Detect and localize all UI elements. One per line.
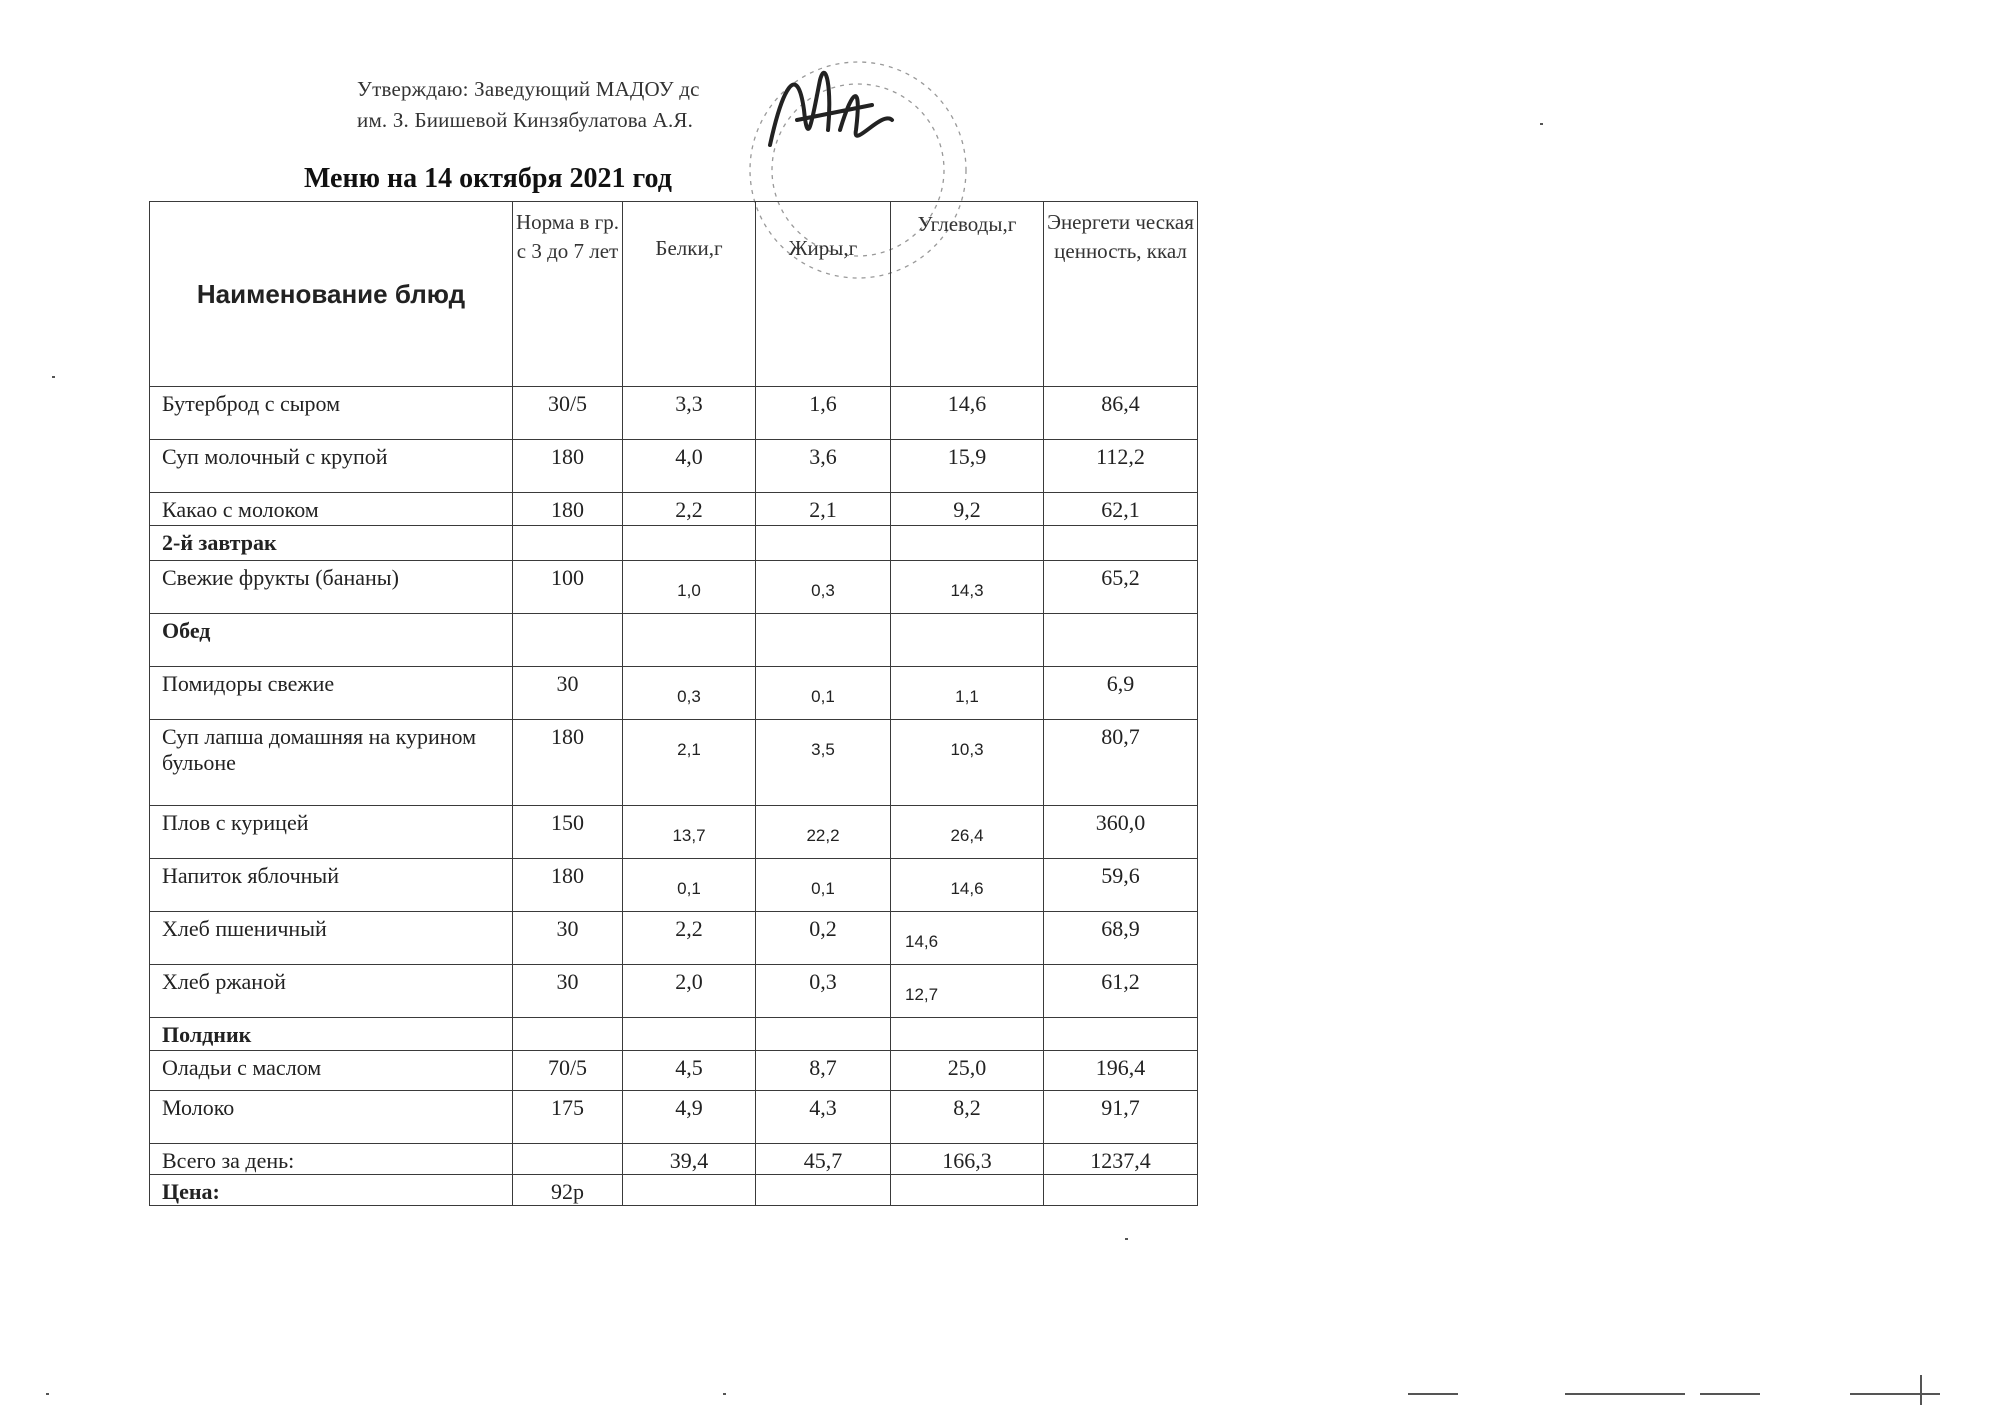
table-row bbox=[150, 965, 1198, 1018]
fat-cell: 8,7 bbox=[756, 1051, 891, 1091]
dish-name: Бутерброд с сыром bbox=[150, 387, 513, 440]
table-row bbox=[150, 1175, 1198, 1206]
fat-cell: 0,3 bbox=[756, 561, 891, 614]
norm-cell: 175 bbox=[513, 1091, 623, 1144]
empty-cell bbox=[756, 526, 891, 561]
norm-cell: 30 bbox=[513, 912, 623, 965]
energy-cell: 68,9 bbox=[1044, 912, 1198, 965]
protein-cell: 2,2 bbox=[623, 493, 756, 526]
section-row bbox=[150, 1018, 1198, 1051]
page-title: Меню на 14 октября 2021 год bbox=[304, 163, 672, 194]
carbs-cell: 26,4 bbox=[891, 806, 1044, 859]
norm-cell: 30 bbox=[513, 667, 623, 720]
norm-cell: 70/5 bbox=[513, 1051, 623, 1091]
energy-cell: 360,0 bbox=[1044, 806, 1198, 859]
dish-name: Свежие фрукты (бананы) bbox=[150, 561, 513, 614]
table-row bbox=[150, 387, 1198, 440]
fat-cell: 1,6 bbox=[756, 387, 891, 440]
energy-cell: 91,7 bbox=[1044, 1091, 1198, 1144]
energy-cell: 65,2 bbox=[1044, 561, 1198, 614]
protein-cell: 0,3 bbox=[623, 667, 756, 720]
empty-cell bbox=[513, 1018, 623, 1051]
dish-name: Молоко bbox=[150, 1091, 513, 1144]
carbs-cell: 14,3 bbox=[891, 561, 1044, 614]
protein-cell: 2,0 bbox=[623, 965, 756, 1018]
energy-cell: 196,4 bbox=[1044, 1051, 1198, 1091]
empty-cell bbox=[623, 614, 756, 667]
fat-cell: 45,7 bbox=[756, 1144, 891, 1175]
carbs-cell: 166,3 bbox=[891, 1144, 1044, 1175]
energy-cell bbox=[1044, 1175, 1198, 1206]
carbs-cell: 14,6 bbox=[891, 912, 1044, 965]
energy-cell: 112,2 bbox=[1044, 440, 1198, 493]
dish-name: Хлеб пшеничный bbox=[150, 912, 513, 965]
carbs-cell: 9,2 bbox=[891, 493, 1044, 526]
protein-cell: 0,1 bbox=[623, 859, 756, 912]
dish-name: Цена: bbox=[150, 1175, 513, 1206]
empty-cell bbox=[1044, 1018, 1198, 1051]
empty-cell bbox=[756, 1018, 891, 1051]
empty-cell bbox=[891, 614, 1044, 667]
approval-line-2: им. З. Биишевой Кинзябулатова А.Я. bbox=[357, 108, 694, 132]
col-header-fat: Жиры,г bbox=[756, 202, 891, 387]
norm-cell: 92р bbox=[513, 1175, 623, 1206]
section-row bbox=[150, 526, 1198, 561]
fat-cell: 4,3 bbox=[756, 1091, 891, 1144]
protein-cell: 13,7 bbox=[623, 806, 756, 859]
section-label: Полдник bbox=[150, 1018, 513, 1051]
carbs-cell: 25,0 bbox=[891, 1051, 1044, 1091]
norm-cell: 180 bbox=[513, 493, 623, 526]
dish-name: Суп молочный с крупой bbox=[150, 440, 513, 493]
carbs-cell: 8,2 bbox=[891, 1091, 1044, 1144]
energy-cell: 6,9 bbox=[1044, 667, 1198, 720]
col-header-protein: Белки,г bbox=[623, 202, 756, 387]
dish-name: Напиток яблочный bbox=[150, 859, 513, 912]
protein-cell: 3,3 bbox=[623, 387, 756, 440]
protein-cell: 4,9 bbox=[623, 1091, 756, 1144]
carbs-cell bbox=[891, 1175, 1044, 1206]
empty-cell bbox=[756, 614, 891, 667]
section-row bbox=[150, 614, 1198, 667]
section-label: 2-й завтрак bbox=[150, 526, 513, 561]
energy-cell: 86,4 bbox=[1044, 387, 1198, 440]
table-row bbox=[150, 561, 1198, 614]
empty-cell bbox=[1044, 526, 1198, 561]
norm-cell: 100 bbox=[513, 561, 623, 614]
table-row bbox=[150, 720, 1198, 806]
empty-cell bbox=[623, 1018, 756, 1051]
table-row bbox=[150, 440, 1198, 493]
energy-cell: 1237,4 bbox=[1044, 1144, 1198, 1175]
carbs-cell: 12,7 bbox=[891, 965, 1044, 1018]
norm-cell: 180 bbox=[513, 720, 623, 806]
fat-cell bbox=[756, 1175, 891, 1206]
protein-cell: 1,0 bbox=[623, 561, 756, 614]
section-label: Обед bbox=[150, 614, 513, 667]
carbs-cell: 10,3 bbox=[891, 720, 1044, 806]
col-header-energy: Энергети ческая ценность, ккал bbox=[1044, 202, 1198, 387]
norm-cell: 150 bbox=[513, 806, 623, 859]
protein-cell: 4,5 bbox=[623, 1051, 756, 1091]
dish-name: Оладьи с маслом bbox=[150, 1051, 513, 1091]
protein-cell bbox=[623, 1175, 756, 1206]
carbs-cell: 15,9 bbox=[891, 440, 1044, 493]
table-row bbox=[150, 859, 1198, 912]
protein-cell: 39,4 bbox=[623, 1144, 756, 1175]
table-row bbox=[150, 493, 1198, 526]
table-row bbox=[150, 806, 1198, 859]
carbs-cell: 14,6 bbox=[891, 859, 1044, 912]
dish-name: Всего за день: bbox=[150, 1144, 513, 1175]
fat-cell: 0,3 bbox=[756, 965, 891, 1018]
dish-name: Помидоры свежие bbox=[150, 667, 513, 720]
table-row bbox=[150, 912, 1198, 965]
menu-table bbox=[149, 201, 1198, 1206]
fat-cell: 22,2 bbox=[756, 806, 891, 859]
menu-body bbox=[150, 387, 1198, 1206]
norm-cell: 30 bbox=[513, 965, 623, 1018]
protein-cell: 2,1 bbox=[623, 720, 756, 806]
empty-cell bbox=[513, 614, 623, 667]
dish-name: Суп лапша домашняя на курином бульоне bbox=[150, 720, 513, 806]
col-header-name: Наименование блюд bbox=[150, 202, 513, 387]
fat-cell: 3,5 bbox=[756, 720, 891, 806]
empty-cell bbox=[513, 526, 623, 561]
protein-cell: 2,2 bbox=[623, 912, 756, 965]
empty-cell bbox=[1044, 614, 1198, 667]
empty-cell bbox=[623, 526, 756, 561]
approval-line-1: Утверждаю: Заведующий МАДОУ дс bbox=[357, 77, 700, 101]
protein-cell: 4,0 bbox=[623, 440, 756, 493]
norm-cell: 180 bbox=[513, 440, 623, 493]
norm-cell bbox=[513, 1144, 623, 1175]
empty-cell bbox=[891, 526, 1044, 561]
header-row bbox=[150, 202, 1198, 387]
table-row bbox=[150, 667, 1198, 720]
dish-name: Плов с курицей bbox=[150, 806, 513, 859]
energy-cell: 59,6 bbox=[1044, 859, 1198, 912]
table-row bbox=[150, 1144, 1198, 1175]
norm-cell: 30/5 bbox=[513, 387, 623, 440]
norm-cell: 180 bbox=[513, 859, 623, 912]
carbs-cell: 14,6 bbox=[891, 387, 1044, 440]
carbs-cell: 1,1 bbox=[891, 667, 1044, 720]
fat-cell: 2,1 bbox=[756, 493, 891, 526]
energy-cell: 61,2 bbox=[1044, 965, 1198, 1018]
dish-name: Какао с молоком bbox=[150, 493, 513, 526]
energy-cell: 62,1 bbox=[1044, 493, 1198, 526]
col-header-norm: Норма в гр. с 3 до 7 лет bbox=[513, 202, 623, 387]
approval-block bbox=[357, 74, 700, 136]
fat-cell: 0,1 bbox=[756, 667, 891, 720]
table-row bbox=[150, 1051, 1198, 1091]
dish-name: Хлеб ржаной bbox=[150, 965, 513, 1018]
table-row bbox=[150, 1091, 1198, 1144]
col-header-carbs: Углеводы,г bbox=[891, 202, 1044, 387]
fat-cell: 3,6 bbox=[756, 440, 891, 493]
energy-cell: 80,7 bbox=[1044, 720, 1198, 806]
fat-cell: 0,2 bbox=[756, 912, 891, 965]
empty-cell bbox=[891, 1018, 1044, 1051]
fat-cell: 0,1 bbox=[756, 859, 891, 912]
